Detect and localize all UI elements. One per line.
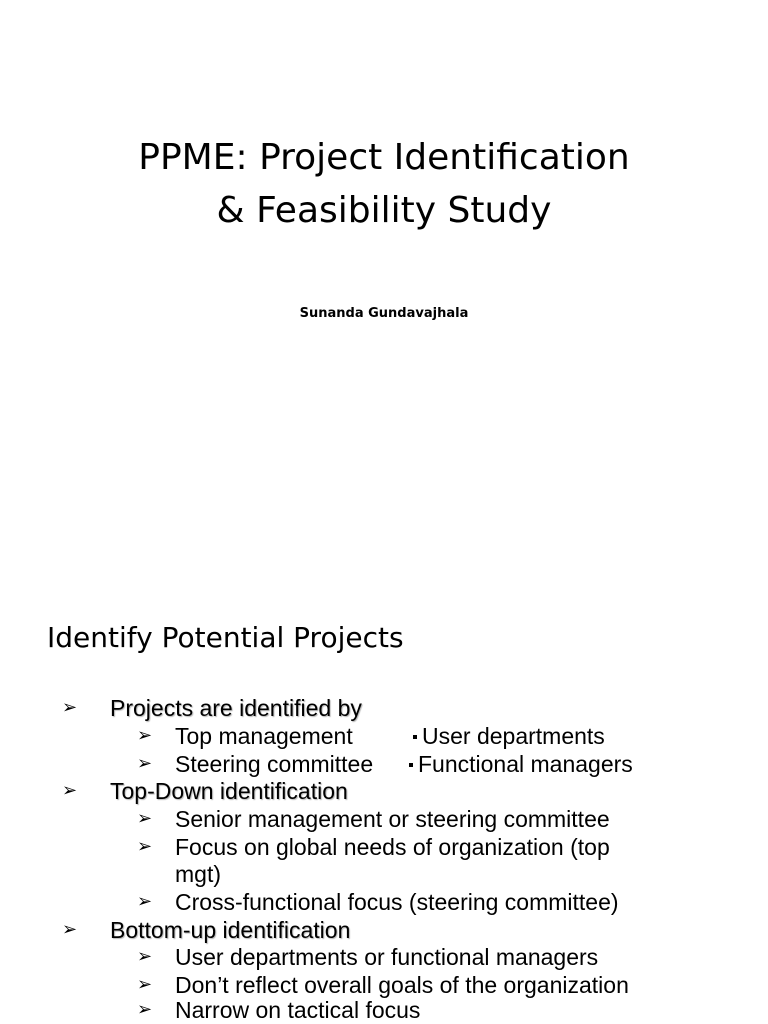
- arrowhead-bullet-icon: ➢: [62, 697, 78, 718]
- inline-bullet: [409, 750, 633, 778]
- arrowhead-bullet-icon: ➢: [137, 725, 153, 746]
- sub-bullet-text: Cross-functional focus (steering committee): [175, 889, 619, 915]
- slide-heading: Identify Potential Projects: [47, 621, 404, 654]
- sub-bullet-text: Don’t reflect overall goals of the organization: [175, 972, 629, 998]
- inline-bullet: [413, 722, 605, 750]
- inline-bullet-text: User departments: [422, 723, 605, 749]
- sub-bullet-text: Steering committee: [175, 751, 374, 777]
- arrowhead-bullet-icon: ➢: [62, 919, 78, 940]
- inline-bullet-text: Functional managers: [418, 751, 633, 777]
- sub-bullet-text: Narrow on tactical focus: [175, 997, 421, 1023]
- author-name: Sunanda Gundavajhala: [299, 306, 469, 321]
- sub-bullet-text: Top management: [175, 723, 353, 749]
- slide-title-line-2: & Feasibility Study: [216, 190, 552, 231]
- bullet-text: Bottom-up identification: [110, 917, 351, 943]
- bullet-text: Projects are identified by: [110, 695, 362, 721]
- arrowhead-bullet-icon: ➢: [137, 999, 153, 1020]
- sub-bullet-text: Focus on global needs of organization (top: [175, 834, 610, 860]
- square-bullet-icon: [413, 735, 417, 739]
- arrowhead-bullet-icon: ➢: [137, 946, 153, 967]
- arrowhead-bullet-icon: ➢: [137, 836, 153, 857]
- sub-bullet-text: mgt): [175, 861, 221, 887]
- arrowhead-bullet-icon: ➢: [137, 753, 153, 774]
- arrowhead-bullet-icon: ➢: [137, 808, 153, 829]
- sub-bullet-text: User departments or functional managers: [175, 944, 599, 970]
- content-slide: [0, 576, 768, 1024]
- arrowhead-bullet-icon: ➢: [62, 780, 78, 801]
- bullet-text: Top-Down identification: [110, 778, 348, 804]
- sub-bullet-text: Senior management or steering committee: [175, 806, 610, 832]
- arrowhead-bullet-icon: ➢: [137, 891, 153, 912]
- arrowhead-bullet-icon: ➢: [137, 974, 153, 995]
- square-bullet-icon: [409, 763, 413, 767]
- slide-title-line-1: PPME: Project Identification: [138, 137, 630, 178]
